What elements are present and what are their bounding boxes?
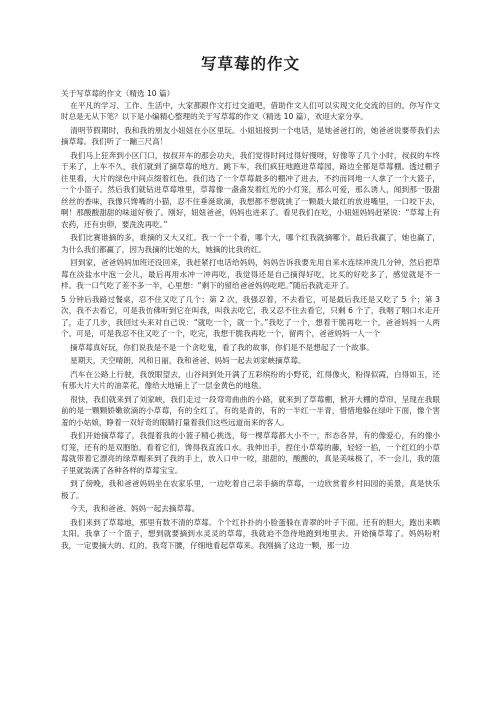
- paragraph: 我们开始摘草莓了，我提着我的小篮子精心挑选，每一棵草莓都大小不一，形态各异，有的像爱心，有的像小灯笼，还有的是双胞胎。看着它们，馋得我直流口水。我伸出手，捏住小草莓的藤，轻轻一掐，一个红红的小草莓就带着它漂亮的绿草帽来到了我的手上，放入口中一咬，甜甜的，酸酸的，真是美味极了，不一会儿，我的篮子里就装满了各种各样的草莓宝宝。: [61, 431, 440, 475]
- paragraph: 摘草莓真好玩，你们说我是不是一个贪吃鬼，看了我的故事，你们是不是想起了一个故事。: [70, 342, 374, 352]
- intro-line: 关于写草莓的作文（精选 10 篇）: [61, 89, 175, 98]
- paragraph: 汽车在公路上行驶，我放眼望去，山谷间到处开满了五彩缤纷的小野花，红得像火，粉得似霞，白得如玉，还有那大片大片的油菜花，像给大地铺上了一层金黄色的地毯。: [61, 369, 440, 390]
- paragraph: 5 分钟后我路过餐桌，忍不住又吃了几个；第 2 次，我强忍着，不去看它，可是最后我还是又吃了 5 个；第 3 次，我不去看它，可是我仿佛听到它在叫我，叫我去吃它，我又忍不住去看它，只剩 6 个了，我咽了咽口水走开了，走了几步，我回过头来对自己说：“就吃一个，就一个。”我吃了一个，想着干脆再吃一个，爸爸妈妈一人两个。可是，可是我忍不住又吃了一个，吃完，我想干脆我再吃一个，留两个，爸爸妈妈一人一个: [61, 294, 440, 338]
- paragraph: 到了傍晚，我和爸爸妈妈坐在农家乐里，一边吃着自己亲手摘的草莓，一边欣赏着乡村田园的美景，真是快乐极了。: [61, 479, 440, 500]
- article-body: [61, 100, 440, 552]
- paragraph: 我们来到了草莓地，那里有数不清的草莓。个个红扑扑的小脸蛋躲在青翠的叶子下面。还有的胆大，跑出来晒太阳。我拿了一个篮子，想到就要摘到水灵灵的草莓，我就迫不急待地跑到地里去。开始摘草莓了。妈妈吩咐我，一定要摘大的、红的。我弯下腰，仔细地看起草莓来。我刚摘了这边一颗，那一边: [61, 517, 440, 550]
- paragraph: 星期天，天空晴朗，风和日丽，我和爸爸、妈妈一起去刘家峡摘草莓。: [70, 356, 306, 365]
- paragraph: 很快，我们就来到了刘家峡，我们走过一段弯弯曲曲的小路，就来到了草莓棚，掀开大棚的草帘，呈现在我眼前的是一颗颗娇嫩欲滴的小草莓，有的全红了，有的是青的，有的一半红一半青，惜惜地躲在绿叶下面，像个害羞的小姑娘，睁着一双好奇的眼睛打量着我们这些远道而来的客人。: [61, 394, 440, 427]
- paragraph: 我们马上狂奔到小区门口，按叔开车的那会功夫，我们觉得时间过得好慢呀，好像等了几个小时，叔叔的车终于来了，上车不久，我们就到了摘草莓的地方。跳下车，我们疯狂地跑进草莓园，路边全都是草莓棚。透过棚子往里看，大片的绿色中间点缀着红色。我们选了一个草莓最多的棚冲了进去，不约而同地一人拿了一个大篮子，一个小篮子。然后我们就钻进草莓堆里，草莓像一盏盏发着红光的小灯笼，那么可爱，那么诱人，闻到那一股甜丝丝的香味，我像只馋嘴的小猫，忍不住垂涎欲滴，我想都不想就挑了一颗最大最红的放进嘴里，一口咬下去，啊！那酸酸甜甜的味道好极了。刚好，妞妞爸爸，妈妈也进来了。看见我们在吃，小妞妞妈妈赶紧说：“草莓上有农药，还有虫卵，要洗洗再吃。”: [61, 150, 440, 229]
- paragraph: 回到家，爸爸妈妈加班还没回来，我赶紧打电话给妈妈，妈妈告诉我要先用自来水连续冲洗几分钟，然后把草莓在淡盐水中泡一会儿，最后再用水冲一冲再吃，我觉得还是自己摘得好吃，比买的好吃多了，感觉就是不一样。我一口气吃了差不多一半，心里想：“剩下的留给爸爸妈妈吃吧。”随后我就走开了。: [61, 258, 440, 290]
- paragraph: 在平凡的学习、工作、生活中，大家都跟作文打过交道吧，借助作文人们可以实现文化交流的目的。你写作文时总是无从下笔？以下是小编精心整理的关于写草莓的作文（精选 10 篇），欢迎大家分享。: [61, 100, 440, 121]
- paragraph: 我们比赛谁摘的多，谁摘的又大又红。我一个一个看，哪个大，哪个红我就摘哪个。最后我赢了，她也赢了，为什么我们都赢了，因为我摘的比她的大，她摘的比我的红。: [61, 233, 440, 254]
- paragraph: 清明节假期时，我和我的朋友小妞妞在小区里玩。小妞妞接到一个电话，是她爸爸打的，她爸爸说要带我们去摘草莓。我们听了一蹦三尺高！: [61, 125, 440, 146]
- paragraph: 今天，我和爸爸、妈妈一起去摘草莓。: [70, 504, 200, 513]
- document-title: 写草莓的作文: [200, 55, 300, 73]
